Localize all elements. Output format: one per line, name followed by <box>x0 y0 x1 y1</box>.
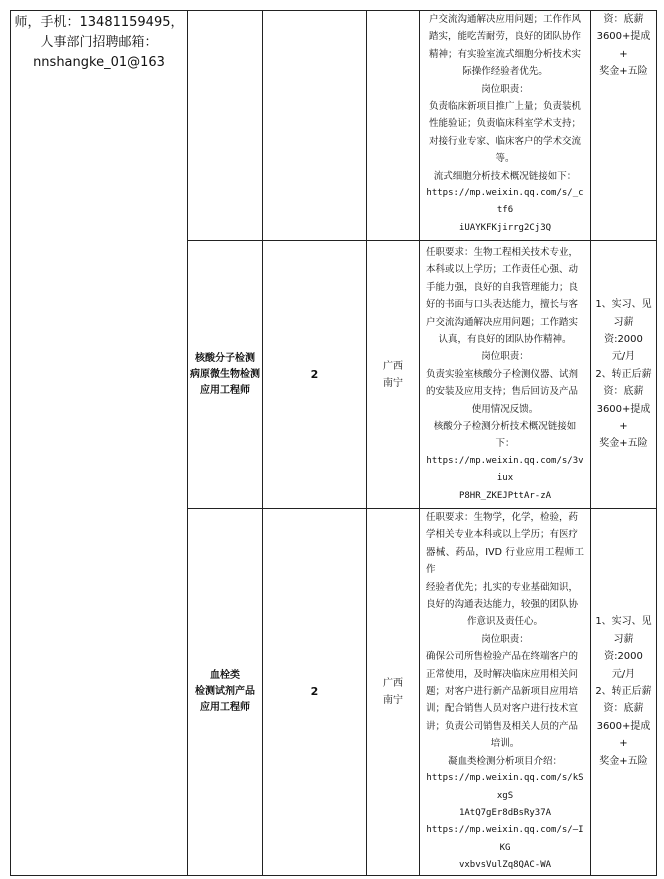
desc-line: 岗位职责： <box>481 633 529 645</box>
desc-line: 等。 <box>495 153 515 165</box>
desc-line: 负责实验室核酸分子检测仪器、试剂 <box>426 368 579 380</box>
headcount-cell: 2 <box>263 509 367 876</box>
desc-line: 户交流沟通解决应用问题；工作踏实 <box>426 316 579 328</box>
desc-line: 下： <box>495 438 515 450</box>
headcount-cell <box>263 11 367 241</box>
desc-line: 培训。 <box>490 738 520 750</box>
desc-line: 核酸分子检测分析技术概况链接如 <box>433 421 577 433</box>
salary-line: 奖金+五险 <box>599 438 648 450</box>
salary-cell <box>591 241 657 509</box>
desc-line: 负责临床新项目推广上量；负责装机 <box>428 101 581 113</box>
headcount-cell: 2 <box>263 241 367 509</box>
desc-line: 正常使用，及时解决临床应用相关问 <box>426 668 579 680</box>
salary-line: 资：底薪 <box>603 703 644 715</box>
desc-line: 户交流沟通解决应用问题；工作作风 <box>428 14 581 25</box>
desc-line: 的安装及应用支持；售后回访及产品 <box>426 386 579 398</box>
salary-line: 习薪资:2000 <box>604 633 643 663</box>
location-line: 广西 <box>383 360 403 372</box>
desc-line: 学相关专业本科或以上学历；有医疗 <box>426 529 579 541</box>
salary-line: 元/月 <box>611 668 636 680</box>
description-cell <box>420 11 591 241</box>
salary-cell <box>591 11 657 241</box>
desc-line: 凝血类检测分析项目介绍： <box>447 755 562 767</box>
desc-line: 训；配合销售人员对客户进行技术宣 <box>426 703 579 715</box>
desc-line: 踏实，能吃苦耐劳，良好的团队协作 <box>428 31 581 43</box>
description-cell <box>420 241 591 509</box>
desc-line: 器械、药品，IVD 行业应用工程师工作 <box>426 546 584 576</box>
desc-line: 流式细胞分析技术概况链接如下： <box>433 170 577 182</box>
salary-line: 习薪资:2000 <box>604 316 643 345</box>
location-cell <box>367 509 420 876</box>
desc-link[interactable]: P8HR_ZKEJPttAr-zA <box>458 490 552 501</box>
position-line: 核酸分子检测 <box>195 352 255 364</box>
desc-link[interactable]: https://mp.weixin.qq.com/s/3viux <box>426 455 584 484</box>
position-line: 应用工程师 <box>200 701 250 713</box>
desc-line: 良好的沟通表达能力，较强的团队协 <box>426 599 579 611</box>
salary-line: 2、转正后薪 <box>595 686 652 698</box>
location-line: 广西 <box>383 677 403 689</box>
desc-line: 性能验证；负责临床科室学术支持； <box>428 118 581 130</box>
position-cell <box>188 241 263 509</box>
desc-line: 对接行业专家、临床客户的学术交流 <box>428 135 581 147</box>
desc-line: 认真，有良好的团队协作精神。 <box>438 333 572 345</box>
desc-line: 讲；负责公司销售及相关人员的产品 <box>426 720 579 732</box>
contact-email-address: nnshangke_01@163 <box>33 55 165 70</box>
desc-line: 任职要求：生物工程相关技术专业， <box>426 246 579 258</box>
salary-line: 奖金+五险 <box>599 755 648 767</box>
salary-line: 1、实习、见 <box>595 299 652 311</box>
salary-line: 资：底薪 <box>603 14 644 25</box>
desc-line: 任职要求：生物学，化学，检验，药 <box>426 512 579 523</box>
desc-link[interactable]: https://mp.weixin.qq.com/s/_ctf6 <box>426 188 584 216</box>
position-line: 检测试剂产品 <box>195 685 255 697</box>
desc-line: 使用情况反馈。 <box>471 403 539 415</box>
desc-link[interactable]: https://mp.weixin.qq.com/s/kSxgS <box>426 773 584 801</box>
salary-line: 资：底薪 <box>603 386 644 398</box>
salary-line: 1、实习、见 <box>595 616 652 628</box>
contact-email-label: 人事部门招聘邮箱： <box>40 35 158 50</box>
location-cell <box>367 241 420 509</box>
salary-line: 3600+提成+ <box>596 403 651 433</box>
position-cell <box>188 11 263 241</box>
salary-line: 奖金+五险 <box>599 66 648 78</box>
contact-info-cell <box>11 11 188 876</box>
desc-line: 经验者优先；扎实的专业基础知识， <box>426 581 579 593</box>
desc-line: 本科或以上学历；工作责任心强、动 <box>426 264 579 276</box>
salary-line: 元/月 <box>611 351 636 363</box>
desc-link[interactable]: https://mp.weixin.qq.com/s/—IKG <box>426 825 584 853</box>
desc-line: 手能力强，良好的自我管理能力；良 <box>426 281 579 293</box>
position-line: 应用工程师 <box>200 384 250 396</box>
desc-link[interactable]: vxbvsVulZq8QAC-WA <box>458 860 552 871</box>
contact-phone-line: 师，手机：13481159495， <box>14 15 184 30</box>
position-line: 血栓类 <box>210 669 240 681</box>
desc-line: 际操作经验者优先。 <box>462 66 548 78</box>
salary-line: 3600+提成+ <box>596 31 651 60</box>
location-line: 南宁 <box>383 694 403 706</box>
desc-line: 确保公司所售检验产品在终端客户的 <box>426 651 579 663</box>
recruitment-table <box>10 10 657 876</box>
desc-line: 岗位职责： <box>481 83 529 95</box>
desc-link[interactable]: iUAYKFKjirrg2Cj3Q <box>458 222 552 233</box>
location-cell <box>367 11 420 241</box>
desc-line: 精神；有实验室流式细胞分析技术实 <box>428 48 581 60</box>
table-row <box>11 11 657 241</box>
desc-line: 岗位职责： <box>481 351 529 363</box>
location-line: 南宁 <box>383 377 403 389</box>
position-line: 病原微生物检测 <box>190 368 260 380</box>
position-cell <box>188 509 263 876</box>
description-cell <box>420 509 591 876</box>
desc-link[interactable]: 1AtQ7gEr8dBsRy37A <box>458 807 552 818</box>
desc-line: 作意识及责任心。 <box>466 616 543 628</box>
salary-line: 3600+提成+ <box>596 720 651 750</box>
salary-cell <box>591 509 657 876</box>
desc-line: 题；对客户进行新产品新项目应用培 <box>426 686 579 698</box>
desc-line: 好的书面与口头表达能力，擅长与客 <box>426 299 579 311</box>
salary-line: 2、转正后薪 <box>595 368 652 380</box>
